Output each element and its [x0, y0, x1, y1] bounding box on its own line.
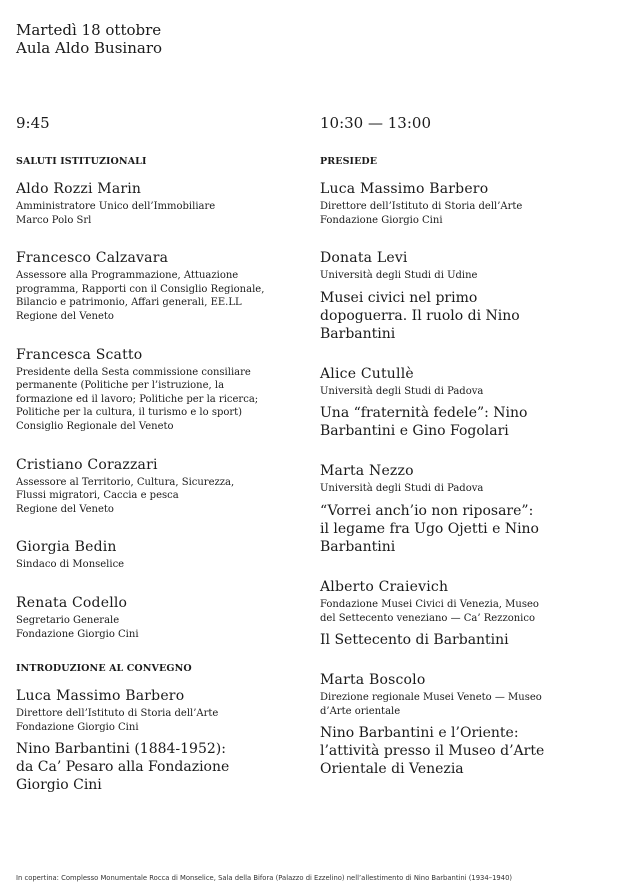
- role-line: formazione ed il lavoro; Politiche per la ricerca;: [16, 393, 259, 405]
- section-label-saluti: SALUTI ISTITUZIONALI: [16, 156, 147, 167]
- role-line: Amministratore Unico dell’Immobiliare: [16, 201, 216, 212]
- speaker-entry: [16, 456, 301, 517]
- talk-line: Barbantini e Gino Fogolari: [320, 423, 509, 440]
- role-line: Direttore dell’Istituto di Storia dell’Arte: [320, 201, 523, 212]
- cover-caption: In copertina: Complesso Monumentale Rocca di Monselice, Sala della Bifora (Palazzo di Ezzelino) nell’allestimento di Nino Barbantini (1934–1940): [16, 874, 513, 882]
- talk-line: Il Settecento di Barbantini: [320, 632, 509, 649]
- speaker-role: [16, 614, 301, 641]
- speaker-role: [320, 385, 615, 399]
- speaker-role: [16, 200, 301, 227]
- speaker-name: Aldo Rozzi Marin: [16, 181, 142, 197]
- event-header: [16, 21, 162, 57]
- role-line: Bilancio e patrimonio, Affari generali, EE.LL: [16, 297, 242, 309]
- speaker-entry: [16, 538, 301, 572]
- event-venue: Aula Aldo Businaro: [16, 39, 163, 57]
- speaker-name: Marta Nezzo: [320, 463, 414, 480]
- role-line: Marco Polo Srl: [16, 214, 92, 226]
- role-line: del Settecento veneziano — Ca’ Rezzonico: [320, 612, 536, 624]
- speaker-role: [16, 366, 301, 434]
- speaker-name: Francesco Calzavara: [16, 250, 169, 267]
- speaker-name: Alice Cutullè: [320, 365, 414, 382]
- role-line: Presidente della Sesta commissione consiliare: [16, 366, 251, 378]
- talk-title: [320, 289, 615, 343]
- speaker-entry: [16, 249, 301, 323]
- talk-line: Nino Barbantini e l’Oriente:: [320, 725, 519, 742]
- role-line: programma, Rapporti con il Consiglio Regionale,: [16, 283, 265, 295]
- speaker-entry: [320, 578, 615, 649]
- speaker-name: Renata Codello: [16, 594, 128, 611]
- speaker-name: Cristiano Corazzari: [16, 456, 158, 473]
- right-column: [320, 114, 615, 800]
- role-line: Università degli Studi di Padova: [320, 483, 484, 495]
- talk-line: Orientale di Venezia: [320, 761, 464, 778]
- speaker-entry: [16, 346, 301, 434]
- talk-line: Barbantini: [320, 538, 396, 555]
- talk-title: [320, 502, 615, 556]
- talk-line: da Ca’ Pesaro alla Fondazione: [16, 759, 230, 776]
- role-line: Assessore alla Programmazione, Attuazione: [16, 270, 239, 282]
- speaker-role: [320, 598, 615, 625]
- speaker-entry: [320, 671, 615, 778]
- speaker-role: [320, 269, 615, 283]
- speaker-name: Luca Massimo Barbero: [16, 688, 185, 705]
- speaker-name: Luca Massimo Barbero: [320, 181, 489, 197]
- talk-line: l’attività presso il Museo d’Arte: [320, 743, 545, 760]
- role-line: Fondazione Giorgio Cini: [320, 214, 443, 226]
- talk-line: Una “fraternità fedele”: Nino: [320, 405, 528, 422]
- section-label-presiede: PRESIEDE: [320, 156, 378, 167]
- speaker-entry: [320, 249, 615, 343]
- talk-line: Giorgio Cini: [16, 777, 102, 794]
- role-line: Fondazione Musei Civici di Venezia, Museo: [320, 598, 539, 610]
- section-label-introduzione: INTRODUZIONE AL CONVEGNO: [16, 663, 192, 675]
- left-column: [16, 114, 301, 816]
- role-line: Fondazione Giorgio Cini: [16, 721, 139, 733]
- role-line: Direttore dell’Istituto di Storia dell’Arte: [16, 708, 219, 720]
- speaker-role: [16, 476, 301, 517]
- role-line: Fondazione Giorgio Cini: [16, 628, 139, 640]
- talk-title: [320, 724, 615, 778]
- role-line: Consiglio Regionale del Veneto: [16, 420, 174, 432]
- speaker-role: [320, 691, 615, 718]
- talk-line: dopoguerra. Il ruolo di Nino: [320, 307, 520, 324]
- role-line: Direzione regionale Musei Veneto — Museo: [320, 692, 542, 704]
- talk-line: il legame fra Ugo Ojetti e Nino: [320, 520, 539, 537]
- session-time: 10:30 — 13:00: [320, 114, 431, 132]
- speaker-name: Alberto Craievich: [320, 578, 449, 595]
- chair-entry: [320, 180, 615, 227]
- speaker-entry: [320, 365, 615, 441]
- talk-line: Barbantini: [320, 325, 396, 342]
- role-line: Politiche per la cultura, il turismo e lo sport): [16, 407, 243, 419]
- role-line: Università degli Studi di Udine: [320, 270, 478, 282]
- role-line: Regione del Veneto: [16, 503, 114, 515]
- speaker-role: [320, 200, 615, 227]
- talk-title: [320, 404, 615, 440]
- talk-title: [320, 631, 615, 649]
- talk-line: “Vorrei anch’io non riposare”:: [320, 502, 534, 519]
- speaker-name: Giorgia Bedin: [16, 539, 117, 556]
- role-line: Regione del Veneto: [16, 310, 114, 322]
- talk-line: Nino Barbantini (1884-1952):: [16, 741, 226, 758]
- speaker-role: [16, 269, 301, 323]
- session-time: 9:45: [16, 114, 50, 132]
- speaker-name: Donata Levi: [320, 250, 408, 267]
- role-line: Flussi migratori, Caccia e pesca: [16, 490, 179, 502]
- speaker-entry: [16, 687, 301, 794]
- role-line: Sindaco di Monselice: [16, 559, 125, 571]
- speaker-role: [16, 558, 301, 572]
- speaker-entry: [320, 462, 615, 556]
- speaker-name: Francesca Scatto: [16, 346, 143, 363]
- speaker-role: [16, 707, 301, 734]
- speaker-name: Marta Boscolo: [320, 672, 426, 689]
- role-line: Segretario Generale: [16, 614, 120, 626]
- role-line: permanente (Politiche per l’istruzione, la: [16, 380, 225, 392]
- speaker-role: [320, 482, 615, 496]
- speaker-entry: [16, 180, 301, 227]
- role-line: Università degli Studi di Padova: [320, 385, 484, 397]
- speaker-entry: [16, 594, 301, 641]
- event-date: Martedì 18 ottobre: [16, 21, 162, 39]
- role-line: d’Arte orientale: [320, 705, 401, 717]
- role-line: Assessore al Territorio, Cultura, Sicurezza,: [16, 476, 235, 488]
- talk-title: [16, 740, 301, 794]
- talk-line: Musei civici nel primo: [320, 289, 478, 306]
